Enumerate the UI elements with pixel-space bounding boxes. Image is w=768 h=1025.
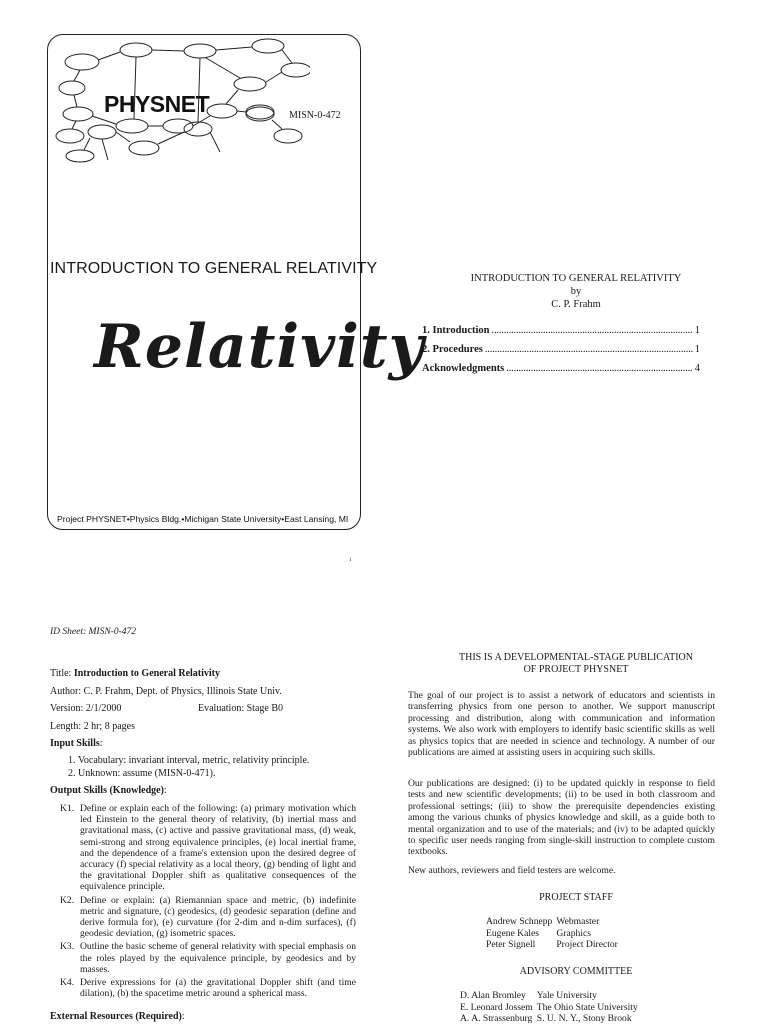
idsheet-length: Length: 2 hr; 8 pages <box>50 721 135 732</box>
input-skills-list <box>50 754 378 780</box>
idsheet-title-line <box>50 668 220 679</box>
toc-entry-page: 4 <box>694 363 700 374</box>
toc-entry-introduction[interactable] <box>422 325 700 336</box>
relativity-word-art: Relativity <box>94 312 425 382</box>
output-skills-label: Output Skills (Knowledge) <box>50 785 164 796</box>
design-paragraph: Our publications are designed: (i) to be updated quickly in response to field tests and new scientific developments; (ii) to be used in both classroom and professional settings; (iii) to show the prerequisite dependencies existing among the various chunks of physics knowledge and skill, as a guide both to mental organization and to use of the materials; and (iv) to be adapted quickly to specific user needs ranging from single-skill instruction to complete custom textbooks. <box>408 778 715 858</box>
toc-entry-procedures[interactable] <box>422 344 700 355</box>
list-item <box>60 803 356 893</box>
input-skills-heading: Input Skills: <box>50 738 103 749</box>
skill-text: Define or explain each of the following: (a) primary motivation which led Einstein to the general theory of relativity, (b) inertial mass and gravitational mass, (c) active and passive gravitational mass, (d) weak, semi-strong and strong equivalence principles, (e) local inertial frame, and the dependence of a frame's extension upon the desired degree of accuracy (f) special relativity as a local theory, (g) bending of light and the gravitational Doppler shift as qualitative consequences of the equivalence principle. <box>80 803 356 893</box>
output-skills-list <box>60 803 356 1001</box>
physnet-network-logo <box>50 36 310 166</box>
advisory-committee-heading: ADVISORY COMMITTEE <box>519 966 633 977</box>
staff-table <box>486 916 622 951</box>
table-row <box>460 1013 642 1025</box>
external-resources-label: External Resources (Required) <box>50 1011 182 1022</box>
cover-footer: Project PHYSNET•Physics Bldg.•Michigan State University•East Lansing, MI <box>57 514 349 524</box>
staff-role: Webmaster <box>556 916 600 927</box>
external-resources-heading: External Resources (Required): <box>50 1011 185 1022</box>
staff-role: Graphics <box>556 927 591 939</box>
skill-text: Outline the basic scheme of general relativity with special emphasis on the roles played by the equivalence principle, by geodesics and by masses. <box>80 941 356 975</box>
welcome-paragraph: New authors, reviewers and field testers are welcome. <box>408 865 616 876</box>
page-number: 1 <box>349 558 352 563</box>
toc-entry-page: 1 <box>694 344 700 355</box>
toc-leader <box>485 344 693 355</box>
idsheet-author: Author: C. P. Frahm, Dept. of Physics, Illinois State Univ. <box>50 686 282 697</box>
table-row <box>486 939 622 951</box>
idsheet-version: Version: 2/1/2000 <box>50 703 122 714</box>
staff-role: Project Director <box>556 939 618 951</box>
toc-entry-label: Acknowledgments <box>422 363 505 374</box>
list-item <box>60 941 356 975</box>
staff-name: Andrew Schnepp <box>486 916 553 927</box>
skill-id: K1. <box>60 803 75 814</box>
table-row <box>460 990 642 1002</box>
publication-heading-line1: THIS IS A DEVELOPMENTAL-STAGE PUBLICATION <box>459 652 693 663</box>
misn-id: MISN-0-472 <box>289 110 341 121</box>
project-staff-heading: PROJECT STAFF <box>539 892 613 903</box>
advisor-org: S. U. N. Y., Stony Brook <box>536 1013 632 1025</box>
advisor-name: E. Leonard Jossem <box>460 1001 533 1013</box>
cover-title: INTRODUCTION TO GENERAL RELATIVITY <box>50 260 378 277</box>
input-skills-label: Input Skills <box>50 738 100 749</box>
idsheet-evaluation: Evaluation: Stage B0 <box>198 703 283 714</box>
skill-id: K4. <box>60 977 75 989</box>
skill-text: Derive expressions for (a) the gravitational Doppler shift (and time dilation), (b) the spacetime metric around a spherical mass. <box>80 977 356 1000</box>
publication-heading-line2: OF PROJECT PHYSNET <box>523 664 629 675</box>
list-item <box>60 895 356 940</box>
list-item: 2. Unknown: assume (MISN-0-471). <box>78 767 378 780</box>
toc-title: INTRODUCTION TO GENERAL RELATIVITY <box>470 273 682 284</box>
advisor-org: The Ohio State University <box>536 1001 638 1013</box>
toc-entry-acknowledgments[interactable] <box>422 363 700 374</box>
output-skills-heading: Output Skills (Knowledge): <box>50 785 167 796</box>
advisor-name: D. Alan Bromley <box>460 990 526 1001</box>
title-value: Introduction to General Relativity <box>73 668 221 679</box>
staff-name: Peter Signell <box>486 939 536 951</box>
table-row <box>486 916 622 928</box>
toc-leader <box>492 325 693 336</box>
skill-id: K3. <box>60 941 75 953</box>
advisory-table <box>460 990 642 1025</box>
advisor-name: A. A. Strassenburg <box>460 1013 533 1025</box>
table-row <box>460 1002 642 1014</box>
title-label: Title: <box>50 668 72 679</box>
toc-leader <box>506 363 692 374</box>
skill-id: K2. <box>60 894 75 906</box>
staff-name: Eugene Kales <box>486 927 540 939</box>
physnet-logo-text: PHYSNET <box>104 91 210 117</box>
list-item: 1. Vocabulary: invariant interval, metric, relativity principle. <box>78 754 378 767</box>
idsheet-header: ID Sheet: MISN-0-472 <box>50 627 137 637</box>
table-row <box>486 928 622 940</box>
toc-entry-label: 2. Procedures <box>422 344 483 355</box>
toc-entry-page: 1 <box>694 325 700 336</box>
goal-paragraph: The goal of our project is to assist a network of educators and scientists in transferring physics from one person to another. We support manuscript processing and distribution, along with communication and information systems. We also work with employers to identify basic scientific skills as well as physics topics that are needed in science and technology. A number of our publications are aimed at assisting users in acquiring such skills. <box>408 690 715 759</box>
list-item <box>60 977 356 999</box>
advisor-org: Yale University <box>536 990 597 1001</box>
toc-by: by <box>570 286 582 297</box>
toc-entry-label: 1. Introduction <box>422 325 490 336</box>
skill-text: Define or explain: (a) Riemannian space and metric, (b) indefinite metric and signature, (c) geodesics, (d) geodesic separation (define and derive formula for), (e) curvature (for 2-dim and n-dim surfaces), (f) geodesic deviation, (g) isometric spaces. <box>80 894 356 940</box>
toc-author: C. P. Frahm <box>551 299 601 310</box>
